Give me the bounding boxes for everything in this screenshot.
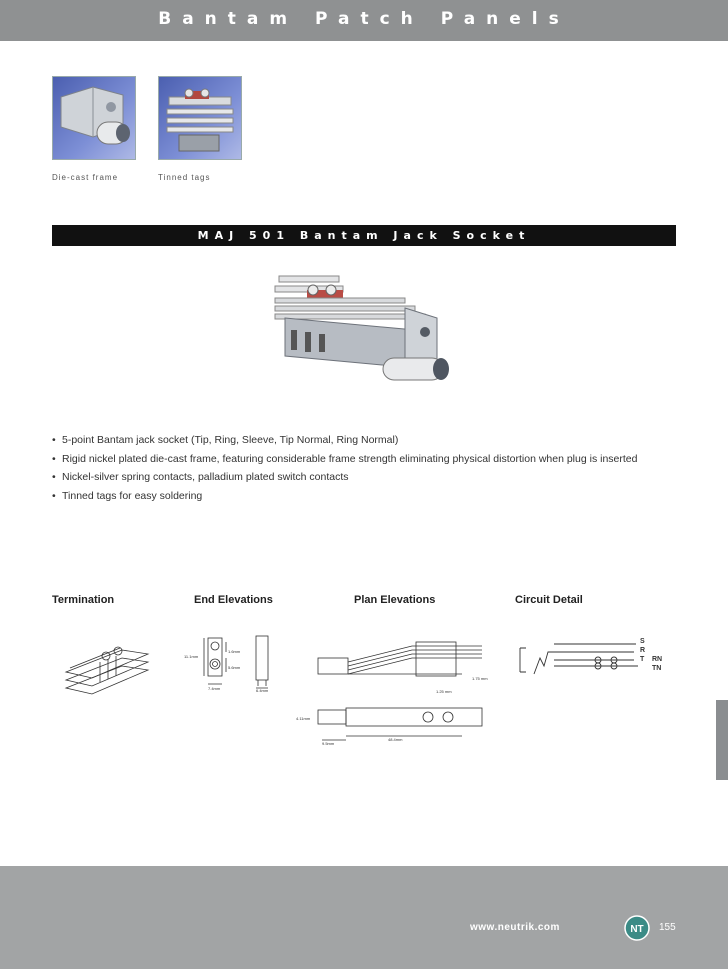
svg-text:NT: NT xyxy=(630,924,644,935)
end-elevations-heading: End Elevations xyxy=(194,594,273,606)
neutrik-logo-icon xyxy=(624,915,650,946)
jack-socket-photo xyxy=(265,268,465,403)
circuit-label-r: R xyxy=(640,647,646,654)
tinned-tags-photo xyxy=(158,76,242,160)
plan-dim-tag: 1.75 mm xyxy=(472,676,488,681)
circuit-label-s: S xyxy=(640,638,645,645)
end-dim-barrel: 5.6mm xyxy=(228,665,241,670)
circuit-detail-heading: Circuit Detail xyxy=(515,594,583,606)
page-title: Bantam Patch Panels xyxy=(158,9,570,29)
end-dim-width: 7.4mm xyxy=(208,686,221,691)
plan-dim-length: 48.4mm xyxy=(388,737,403,742)
footer-band xyxy=(0,866,728,969)
plan-dim-gap: 1.25 mm xyxy=(436,689,452,694)
end-dim-height: 11.1mm xyxy=(184,654,199,659)
feature-item: • Nickel-silver spring contacts, palladium plated switch contacts xyxy=(52,471,349,483)
plan-dim-nose: 9.5mm xyxy=(322,741,335,746)
feature-item: • 5-point Bantam jack socket (Tip, Ring, Sleeve, Tip Normal, Ring Normal) xyxy=(52,434,399,446)
section-bar xyxy=(52,225,676,246)
plan-elevations-heading: Plan Elevations xyxy=(354,594,436,606)
termination-drawing xyxy=(62,632,152,707)
die-cast-frame-photo xyxy=(52,76,136,160)
website-url[interactable]: www.neutrik.com xyxy=(470,922,560,933)
circuit-label-tn: TN xyxy=(652,665,662,672)
termination-heading: Termination xyxy=(52,594,115,606)
plan-dim-barrel: 4.11mm xyxy=(296,716,311,721)
page-number: 155 xyxy=(659,922,676,933)
die-cast-frame-caption: Die-cast frame xyxy=(52,173,119,182)
circuit-label-rn: RN xyxy=(652,656,663,663)
end-dim-hole: 1.6mm xyxy=(228,649,241,654)
tinned-tags-caption: Tinned tags xyxy=(158,173,211,182)
end-dim-side: 6.4mm xyxy=(256,688,269,693)
side-tab xyxy=(716,700,728,780)
feature-list xyxy=(52,431,637,505)
feature-item: • Rigid nickel plated die-cast frame, featuring considerable frame strength eliminating physical distortion when plug is inserted xyxy=(52,452,638,465)
section-title: MAJ 501 Bantam Jack Socket xyxy=(197,229,531,242)
header-band xyxy=(0,0,728,41)
circuit-detail-drawing xyxy=(514,634,644,689)
circuit-label-t: T xyxy=(640,656,645,663)
feature-item: • Tinned tags for easy soldering xyxy=(52,489,203,502)
